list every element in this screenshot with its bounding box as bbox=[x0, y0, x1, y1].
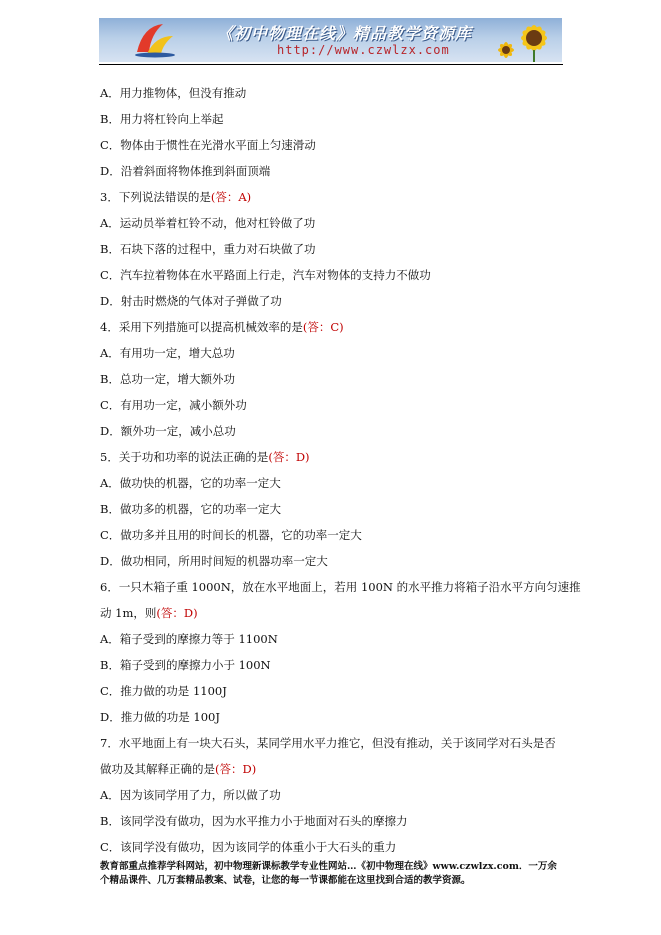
text-line bbox=[100, 184, 562, 210]
page-footer bbox=[100, 860, 562, 888]
line-text: A．箱子受到的摩擦力等于 1100N bbox=[100, 632, 278, 646]
line-text: B．石块下落的过程中，重力对石块做了功 bbox=[100, 242, 316, 256]
text-line bbox=[100, 522, 562, 548]
footer-line-1: 教育部重点推荐学科网站，初中物理新课标教学专业性网站…《初中物理在线》www.czwlzx.com．一万余 bbox=[100, 861, 557, 872]
text-line bbox=[100, 652, 562, 678]
site-title: 《初中物理在线》精品教学资源库 bbox=[217, 24, 473, 43]
text-line bbox=[100, 80, 562, 106]
footer-line-2: 个精品课件、几万套精品教案、试卷，让您的每一节课都能在这里找到合适的教学资源。 bbox=[100, 875, 471, 886]
site-url[interactable]: http://www.czwlzx.com bbox=[277, 43, 450, 57]
answer-label: (答：C) bbox=[302, 320, 344, 334]
text-line bbox=[100, 418, 562, 444]
text-line bbox=[100, 574, 581, 600]
text-line bbox=[100, 808, 562, 834]
line-text: D．做功相同，所用时间短的机器功率一定大 bbox=[100, 554, 328, 568]
line-text: C．汽车拉着物体在水平路面上行走，汽车对物体的支持力不做功 bbox=[100, 268, 431, 282]
line-text: D．推力做的功是 100J bbox=[100, 710, 220, 724]
header-banner bbox=[99, 18, 562, 62]
text-line bbox=[100, 730, 562, 756]
answer-label: (答：D) bbox=[156, 606, 198, 620]
text-line bbox=[100, 392, 562, 418]
header-divider bbox=[99, 64, 563, 65]
text-line bbox=[100, 834, 562, 860]
text-line bbox=[100, 756, 562, 782]
text-line bbox=[100, 548, 562, 574]
text-line bbox=[100, 678, 562, 704]
text-line bbox=[100, 314, 562, 340]
line-text: A．做功快的机器，它的功率一定大 bbox=[100, 476, 281, 490]
text-line bbox=[100, 782, 562, 808]
line-text: B．用力将杠铃向上举起 bbox=[100, 112, 224, 126]
line-text: C．有用功一定，减小额外功 bbox=[100, 398, 247, 412]
answer-label: (答：D) bbox=[215, 762, 257, 776]
text-line bbox=[100, 132, 562, 158]
text-line bbox=[100, 262, 562, 288]
line-text: A．有用功一定，增大总功 bbox=[100, 346, 235, 360]
text-line bbox=[100, 288, 562, 314]
text-line bbox=[100, 444, 562, 470]
question-list bbox=[100, 80, 581, 860]
line-text: B．该同学没有做功，因为水平推力小于地面对石头的摩擦力 bbox=[100, 814, 408, 828]
line-text: B．做功多的机器，它的功率一定大 bbox=[100, 502, 281, 516]
line-text: B．箱子受到的摩擦力小于 100N bbox=[100, 658, 271, 672]
line-text: 4．采用下列措施可以提高机械效率的是 bbox=[100, 320, 303, 334]
line-text: C．物体由于惯性在光滑水平面上匀速滑动 bbox=[100, 138, 316, 152]
text-line bbox=[100, 626, 562, 652]
line-text: C．该同学没有做功，因为该同学的体重小于大石头的重力 bbox=[100, 840, 397, 854]
text-line bbox=[100, 704, 562, 730]
line-text: 做功及其解释正确的是 bbox=[100, 762, 215, 776]
site-logo-icon bbox=[133, 22, 177, 58]
text-line bbox=[100, 470, 562, 496]
text-line bbox=[100, 236, 562, 262]
text-line bbox=[100, 600, 562, 626]
answer-label: (答：D) bbox=[268, 450, 310, 464]
text-line bbox=[100, 210, 562, 236]
line-text: 3．下列说法错误的是 bbox=[100, 190, 211, 204]
line-text: D．沿着斜面将物体推到斜面顶端 bbox=[100, 164, 271, 178]
line-text: C．推力做的功是 1100J bbox=[100, 684, 227, 698]
text-line bbox=[100, 340, 562, 366]
line-text: A．用力推物体，但没有推动 bbox=[100, 86, 247, 100]
line-text: D．额外功一定，减小总功 bbox=[100, 424, 236, 438]
text-line bbox=[100, 366, 562, 392]
line-text: 动 1m，则 bbox=[100, 606, 157, 620]
text-line bbox=[100, 106, 562, 132]
sunflower-icon bbox=[494, 18, 562, 62]
line-text: B．总功一定，增大额外功 bbox=[100, 372, 235, 386]
line-text: A．运动员举着杠铃不动，他对杠铃做了功 bbox=[100, 216, 316, 230]
answer-label: (答：A) bbox=[210, 190, 252, 204]
text-line bbox=[100, 158, 562, 184]
line-text: D．射击时燃烧的气体对子弹做了功 bbox=[100, 294, 282, 308]
line-text: 6．一只木箱子重 1000N，放在水平地面上，若用 100N 的水平推力将箱子沿水平方向匀速推 bbox=[100, 580, 581, 594]
text-line bbox=[100, 496, 562, 522]
line-text: 7．水平地面上有一块大石头，某同学用水平力推它，但没有推动，关于该同学对石头是否 bbox=[100, 736, 556, 750]
line-text: C．做功多并且用的时间长的机器，它的功率一定大 bbox=[100, 528, 362, 542]
line-text: 5．关于功和功率的说法正确的是 bbox=[100, 450, 269, 464]
line-text: A．因为该同学用了力，所以做了功 bbox=[100, 788, 281, 802]
